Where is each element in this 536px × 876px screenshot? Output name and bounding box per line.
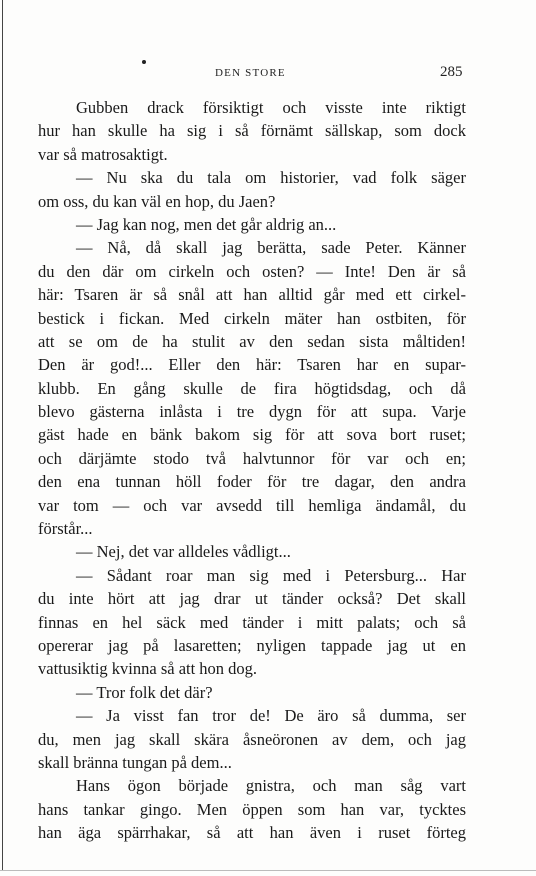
text-line: — Tror folk det där? bbox=[76, 682, 213, 702]
text-line: Hans ögon började gnistra, och man såg vart bbox=[76, 776, 466, 796]
text-line: du inte hört att jag drar ut tänder också? Det skall bbox=[38, 589, 466, 609]
page-edge-bottom bbox=[0, 870, 536, 871]
text-line: här: Tsaren är så snål att han alltid går med ett cirkel- bbox=[38, 285, 466, 305]
text-line: om oss, du kan väl en hop, du Jaen? bbox=[38, 191, 276, 211]
text-line: blevo gästerna inlåsta i tre dygn för att supa. Varje bbox=[38, 402, 466, 422]
text-line: klubb. En gång skulle de fira högtidsdag, och då bbox=[38, 378, 466, 398]
text-line: var så matrosaktigt. bbox=[38, 144, 168, 164]
text-line: bestick i fickan. Med cirkeln mäter han ostbiten, för bbox=[38, 308, 466, 328]
text-line: skall bränna tungan på dem... bbox=[38, 752, 232, 772]
text-line: hur han skulle ha sig i så förnämt sällskap, som dock bbox=[38, 121, 466, 141]
text-line: finnas en hel säck med tänder i mitt palats; och så bbox=[38, 612, 466, 632]
text-line: — Nej, det var alldeles vådligt... bbox=[76, 542, 291, 562]
page-edge-left bbox=[2, 0, 3, 870]
text-line: — Nå, då skall jag berätta, sade Peter. Känner bbox=[76, 238, 466, 258]
text-line: du, men jag skall skära åsneöronen av dem, och jag bbox=[38, 729, 466, 749]
text-line: vattusiktig kvinna så att hon dog. bbox=[38, 659, 258, 679]
text-line: — Ja visst fan tror de! De äro så dumma, ser bbox=[76, 706, 466, 726]
page-number: 285 bbox=[440, 64, 463, 80]
text-line: hans tankar gingo. Men öppen som han var, tycktes bbox=[38, 799, 466, 819]
text-line: var tom — och var avsedd till hemliga ändamål, du bbox=[38, 495, 466, 515]
text-line: Den är god!... Eller den här: Tsaren har en supar- bbox=[38, 355, 466, 375]
text-line: du den där om cirkeln och osten? — Inte! Den är så bbox=[38, 261, 466, 281]
text-line: — Nu ska du tala om historier, vad folk säger bbox=[76, 168, 466, 188]
text-line: och därjämte stodo två halvtunnor för var och en; bbox=[38, 448, 466, 468]
ink-speck bbox=[142, 60, 146, 64]
text-line: han äga spärrhakar, så att han även i ruset förteg bbox=[38, 823, 466, 843]
text-line: gäst hade en bänk bakom sig för att sova bort ruset; bbox=[38, 425, 466, 445]
text-line: — Jag kan nog, men det går aldrig an... bbox=[76, 214, 337, 234]
body-text bbox=[38, 96, 466, 845]
text-line: — Sådant roar man sig med i Petersburg... Har bbox=[76, 565, 466, 585]
text-line: förstår... bbox=[38, 519, 93, 539]
text-line: att se om de ha stulit av den sedan sista måltiden! bbox=[38, 331, 466, 351]
text-line: opererar jag på lasaretten; nyligen tappade jag ut en bbox=[38, 635, 466, 655]
text-line: Gubben drack försiktigt och visste inte riktigt bbox=[76, 98, 466, 117]
text-line: den ena tunnan höll foder för tre dagar, den andra bbox=[38, 472, 466, 492]
running-head: DEN STORE bbox=[215, 67, 286, 79]
